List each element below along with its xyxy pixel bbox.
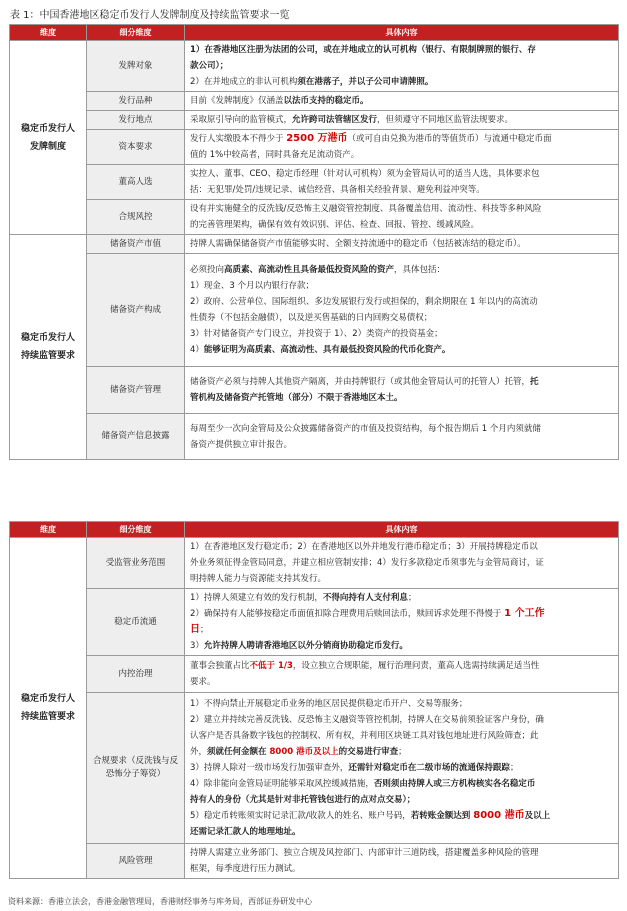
content-line [190, 93, 613, 109]
table-row [10, 130, 619, 165]
table-row [10, 844, 619, 879]
content-line [190, 147, 613, 163]
text-segment: 须在港落子，并以子公司申请牌照。 [297, 77, 434, 87]
table-row [10, 92, 619, 111]
content-cell [185, 200, 619, 235]
text-segment: 采取原引导向的监管模式， [190, 115, 293, 125]
content-line [190, 606, 613, 622]
text-segment: 8000 港币及以上 [269, 747, 339, 757]
source-note: 资料来源：香港立法会，香港金融管理局，香港财经事务与库务局，西部证券研发中心 [8, 897, 312, 906]
text-segment: 外， [190, 747, 208, 757]
text-segment: 1）在香港地区发行稳定币；2）在香港地区以外并地发行港币稳定币；3）开展持牌稳定币以 [190, 542, 538, 552]
content-cell [185, 111, 619, 130]
text-segment: 董事会独董占比 [190, 661, 250, 671]
text-segment: ； [509, 763, 519, 773]
content-line [190, 760, 613, 776]
text-segment: 括：无犯罪/处罚/违规记录、诚信经营、具备相关经验背景、避免利益冲突等。 [190, 185, 485, 195]
text-segment: 要求。 [190, 677, 216, 687]
sub-dimension-cell: 内控治理 [87, 656, 185, 693]
text-segment: 值的 1%中较高者，同时具备充足流动资产。 [190, 150, 360, 160]
text-segment: 实控人、董事、CEO、稳定币经理（针对认可机构）须为金管局认可的适当人选，具体要求包 [190, 169, 540, 179]
content-line [190, 112, 613, 128]
dimension-cell [10, 235, 87, 460]
content-line [190, 42, 613, 58]
table-row [10, 367, 619, 414]
content-cell [185, 367, 619, 414]
content-line [190, 182, 613, 198]
text-segment: ； [200, 625, 209, 635]
sub-dimension-cell: 资本要求 [87, 130, 185, 165]
sub-dimension-cell: 储备资产市值 [87, 235, 185, 254]
dimension-label: 稳定币发行人发牌制度 [20, 123, 75, 152]
text-segment: 8000 港币 [473, 810, 525, 821]
text-segment: 1）持牌人须建立有效的发行机制， [190, 593, 323, 603]
table-row [10, 693, 619, 844]
content-cell [185, 693, 619, 844]
text-segment: 2）政府、公营单位、国际组织、多边发展银行发行或担保的，剩余期限在 1 年以内的高流动 [190, 297, 538, 307]
dimension-label: 稳定币发行人持续监管要求 [20, 333, 75, 361]
content-line [190, 539, 613, 555]
text-segment: 1）现金、3 个月以内银行存款； [190, 281, 315, 291]
content-line [190, 294, 613, 310]
text-segment: 2）建立并持续完善反洗钱、反恐怖主义融资等管控机制，持牌人在交易前须验证客户身份，确 [190, 715, 544, 725]
content-line [190, 342, 613, 358]
content-line [190, 390, 613, 406]
content-line [190, 744, 613, 760]
table-row [10, 538, 619, 589]
sub-dimension-cell: 风险管理 [87, 844, 185, 879]
text-segment: 每周至少一次向金管局及公众披露储备资产的市值及投资结构，每个报告期后 1 个月内须就储 [190, 423, 541, 434]
content-cell [185, 656, 619, 693]
text-segment: 2）确保持有人能够按稳定币面值扣除合理费用后赎回法币，赎回诉求处理不得慢于 [190, 609, 505, 619]
text-segment: 若转账金额达到 [410, 811, 474, 821]
text-segment: 4）除非能向金管局证明能够采取风控缓减措施， [190, 779, 374, 789]
dimension-cell [10, 538, 87, 879]
text-segment: 2）在并地成立的非认可机构 [190, 77, 298, 87]
content-line [190, 374, 613, 390]
text-segment: 1）不得向禁止开展稳定币业务的地区居民提供稳定币开户、交易等服务； [190, 699, 468, 709]
content-cell [185, 254, 619, 367]
text-segment: 高质素、高流动性且具备最低投资风险的资产 [224, 265, 395, 275]
text-segment: 允许跨司法管辖区发行 [292, 115, 378, 125]
content-line [190, 131, 613, 147]
text-segment: ； [407, 593, 417, 603]
content-cell [185, 844, 619, 879]
text-segment: 托 [530, 377, 539, 387]
content-line [190, 166, 613, 182]
header-sub-dimension: 细分维度 [87, 25, 185, 41]
text-segment: 日 [190, 624, 200, 635]
text-segment: 2500 万港币 [286, 133, 348, 144]
content-line [190, 622, 613, 638]
text-segment: 备资产提供独立审计报告。 [190, 439, 293, 450]
sub-dimension-cell: 发行品种 [87, 92, 185, 111]
content-line [190, 728, 613, 744]
sub-dimension-cell: 储备资产信息披露 [87, 414, 185, 460]
sub-dimension-cell: 储备资产管理 [87, 367, 185, 414]
text-segment: 设有并实施健全的反洗钱/反恐怖主义融资管控制度、具备覆盖信用、流动性、科技等多种风险 [190, 204, 542, 214]
text-segment: ，设立独立合规职能，履行治理问责，董高人选需持续满足适当性 [292, 661, 540, 671]
table-row [10, 41, 619, 92]
text-segment: 能够证明为高质素、高流动性、具有最低投资风险的代币化资产。 [203, 345, 451, 355]
content-cell [185, 41, 619, 92]
text-segment: 及以上 [524, 811, 551, 821]
content-line [190, 201, 613, 217]
content-line [190, 74, 613, 90]
text-segment: 持牌人需建立业务部门、独立合规及风控部门、内部审计三道防线，搭建覆盖多种风险的管理 [190, 848, 539, 858]
text-segment: 发行人实缴股本不得少于 [190, 134, 287, 144]
sub-dimension-cell: 董高人选 [87, 165, 185, 200]
text-segment: 1）在香港地区注册为法团的公司，或在并地成立的认可机构（银行、有限制牌照的银行、存 [190, 45, 536, 55]
table-row [10, 254, 619, 367]
text-segment: 明持牌人能力与资源能支持其发行。 [190, 574, 327, 584]
regulation-table-1 [9, 24, 619, 460]
content-line [190, 808, 613, 824]
content-line [190, 792, 613, 808]
content-line [190, 236, 613, 252]
sub-dimension-cell: 储备资产构成 [87, 254, 185, 367]
content-cell [185, 589, 619, 656]
text-segment: 不得向持有人支付利息 [322, 593, 408, 603]
header-dimension: 维度 [10, 25, 87, 41]
content-line [190, 674, 613, 690]
table-row [10, 656, 619, 693]
text-segment: 的完善管理架构，确保有效有效识别、评估、检查、回报、管控、缓减风险。 [190, 220, 480, 230]
sub-dimension-cell: 合规要求（反洗钱与反恐怖分子筹资） [87, 693, 185, 844]
table-row [10, 165, 619, 200]
content-line [190, 845, 613, 861]
table-row [10, 235, 619, 254]
text-segment: 管机构及储备资产托管地（部分）不限于香港地区本土。 [190, 393, 403, 403]
text-segment: 否则须由持牌人或三方机构核实各名稳定币 [373, 779, 536, 789]
content-cell [185, 92, 619, 111]
text-segment: 储备资产必须与持牌人其他资产隔离，并由持牌银行（或其他金管局认可的托管人）托管， [190, 377, 531, 387]
text-segment: 1 个工作 [504, 608, 545, 619]
content-cell [185, 538, 619, 589]
header-dimension: 维度 [10, 522, 87, 538]
sub-dimension-cell: 合规风控 [87, 200, 185, 235]
content-line [190, 262, 613, 278]
text-segment: 款公司）； [190, 61, 229, 71]
text-segment: 以法币支持的稳定币。 [283, 96, 369, 106]
dimension-label: 稳定币发行人持续监管要求 [20, 694, 75, 722]
text-segment: 的交易进行审查 [338, 747, 399, 757]
text-segment: 必须投向 [190, 265, 225, 275]
content-line [190, 696, 613, 712]
text-segment: 性债券（不包括金融债），以及逆买售基础的日内回购交易债权； [190, 313, 433, 323]
text-segment: 外业务须征得金管局同意，并建立相应管制安排；4）发行多款稳定币须事先与金管局商讨，证 [190, 558, 544, 568]
header-content: 具体内容 [185, 522, 619, 538]
header-row [10, 522, 619, 538]
content-line [190, 824, 613, 840]
text-segment: 允许持牌人聘请香港地区以外分销商协助稳定币发行。 [203, 641, 408, 651]
text-segment: ，但须遵守不同地区监管法规要求。 [377, 115, 514, 125]
content-line [190, 217, 613, 233]
content-line [190, 638, 613, 654]
text-segment: 持牌人需确保储备资产市值能够实时、全额支持流通中的稳定币（包括被冻结的稳定币）。 [190, 239, 526, 249]
content-line [190, 861, 613, 877]
text-segment: （或可自由兑换为港币的等值货币）与流通中稳定币面 [347, 134, 552, 144]
sub-dimension-cell: 发行地点 [87, 111, 185, 130]
text-segment: 不低于 1/3 [249, 661, 293, 671]
content-line [190, 776, 613, 792]
text-segment: 须就任何金额在 [207, 747, 270, 757]
content-cell [185, 414, 619, 460]
text-segment: 认客户是否具备数字钱包的控制权、所有权，并利用区块链工具对钱包地址进行风险筛查；此 [190, 731, 539, 741]
text-segment: 3） [190, 641, 204, 651]
content-line [190, 326, 613, 342]
sub-dimension-cell: 受监管业务范围 [87, 538, 185, 589]
content-line [190, 658, 613, 674]
content-line [190, 555, 613, 571]
text-segment: 还需针对稳定币在二级市场的流通保持跟踪 [348, 763, 510, 773]
header-content: 具体内容 [185, 25, 619, 41]
dimension-cell [10, 41, 87, 235]
text-segment: 3）针对储备资产专门设立，并投资于 1）、2）类资产的投资基金； [190, 329, 443, 339]
text-segment: 3）持牌人除对一级市场发行加强审查外， [190, 763, 349, 773]
regulation-table-2 [9, 521, 619, 879]
sub-dimension-cell: 发牌对象 [87, 41, 185, 92]
table-row [10, 589, 619, 656]
text-segment: 4） [190, 345, 204, 355]
text-segment: ； [398, 747, 407, 757]
content-line [190, 58, 613, 74]
content-line [190, 310, 613, 326]
header-row [10, 25, 619, 41]
table-row [10, 200, 619, 235]
table-row [10, 414, 619, 460]
content-cell [185, 130, 619, 165]
content-line [190, 712, 613, 728]
table-caption: 表 1：中国香港地区稳定币发行人发牌制度及持续监管要求一览 [10, 10, 290, 21]
content-cell [185, 165, 619, 200]
text-segment: 持有人的身份（尤其是针对非托管钱包进行的点对点交易）； [190, 795, 416, 805]
content-line [190, 421, 613, 437]
text-segment: 目前《发牌制度》仅涵盖 [190, 96, 284, 106]
text-segment: 还需记录汇款人的地理地址。 [190, 827, 301, 837]
text-segment: 框架，每季度进行压力测试。 [190, 864, 301, 874]
sub-dimension-cell: 稳定币流通 [87, 589, 185, 656]
content-line [190, 437, 613, 453]
content-line [190, 571, 613, 587]
content-line [190, 278, 613, 294]
text-segment: 5）稳定币转账须实时记录汇款/收款人的姓名、账户号码， [190, 811, 411, 821]
header-sub-dimension: 细分维度 [87, 522, 185, 538]
content-line [190, 590, 613, 606]
text-segment: ，具体包括： [394, 265, 446, 275]
content-cell [185, 235, 619, 254]
table-row [10, 111, 619, 130]
